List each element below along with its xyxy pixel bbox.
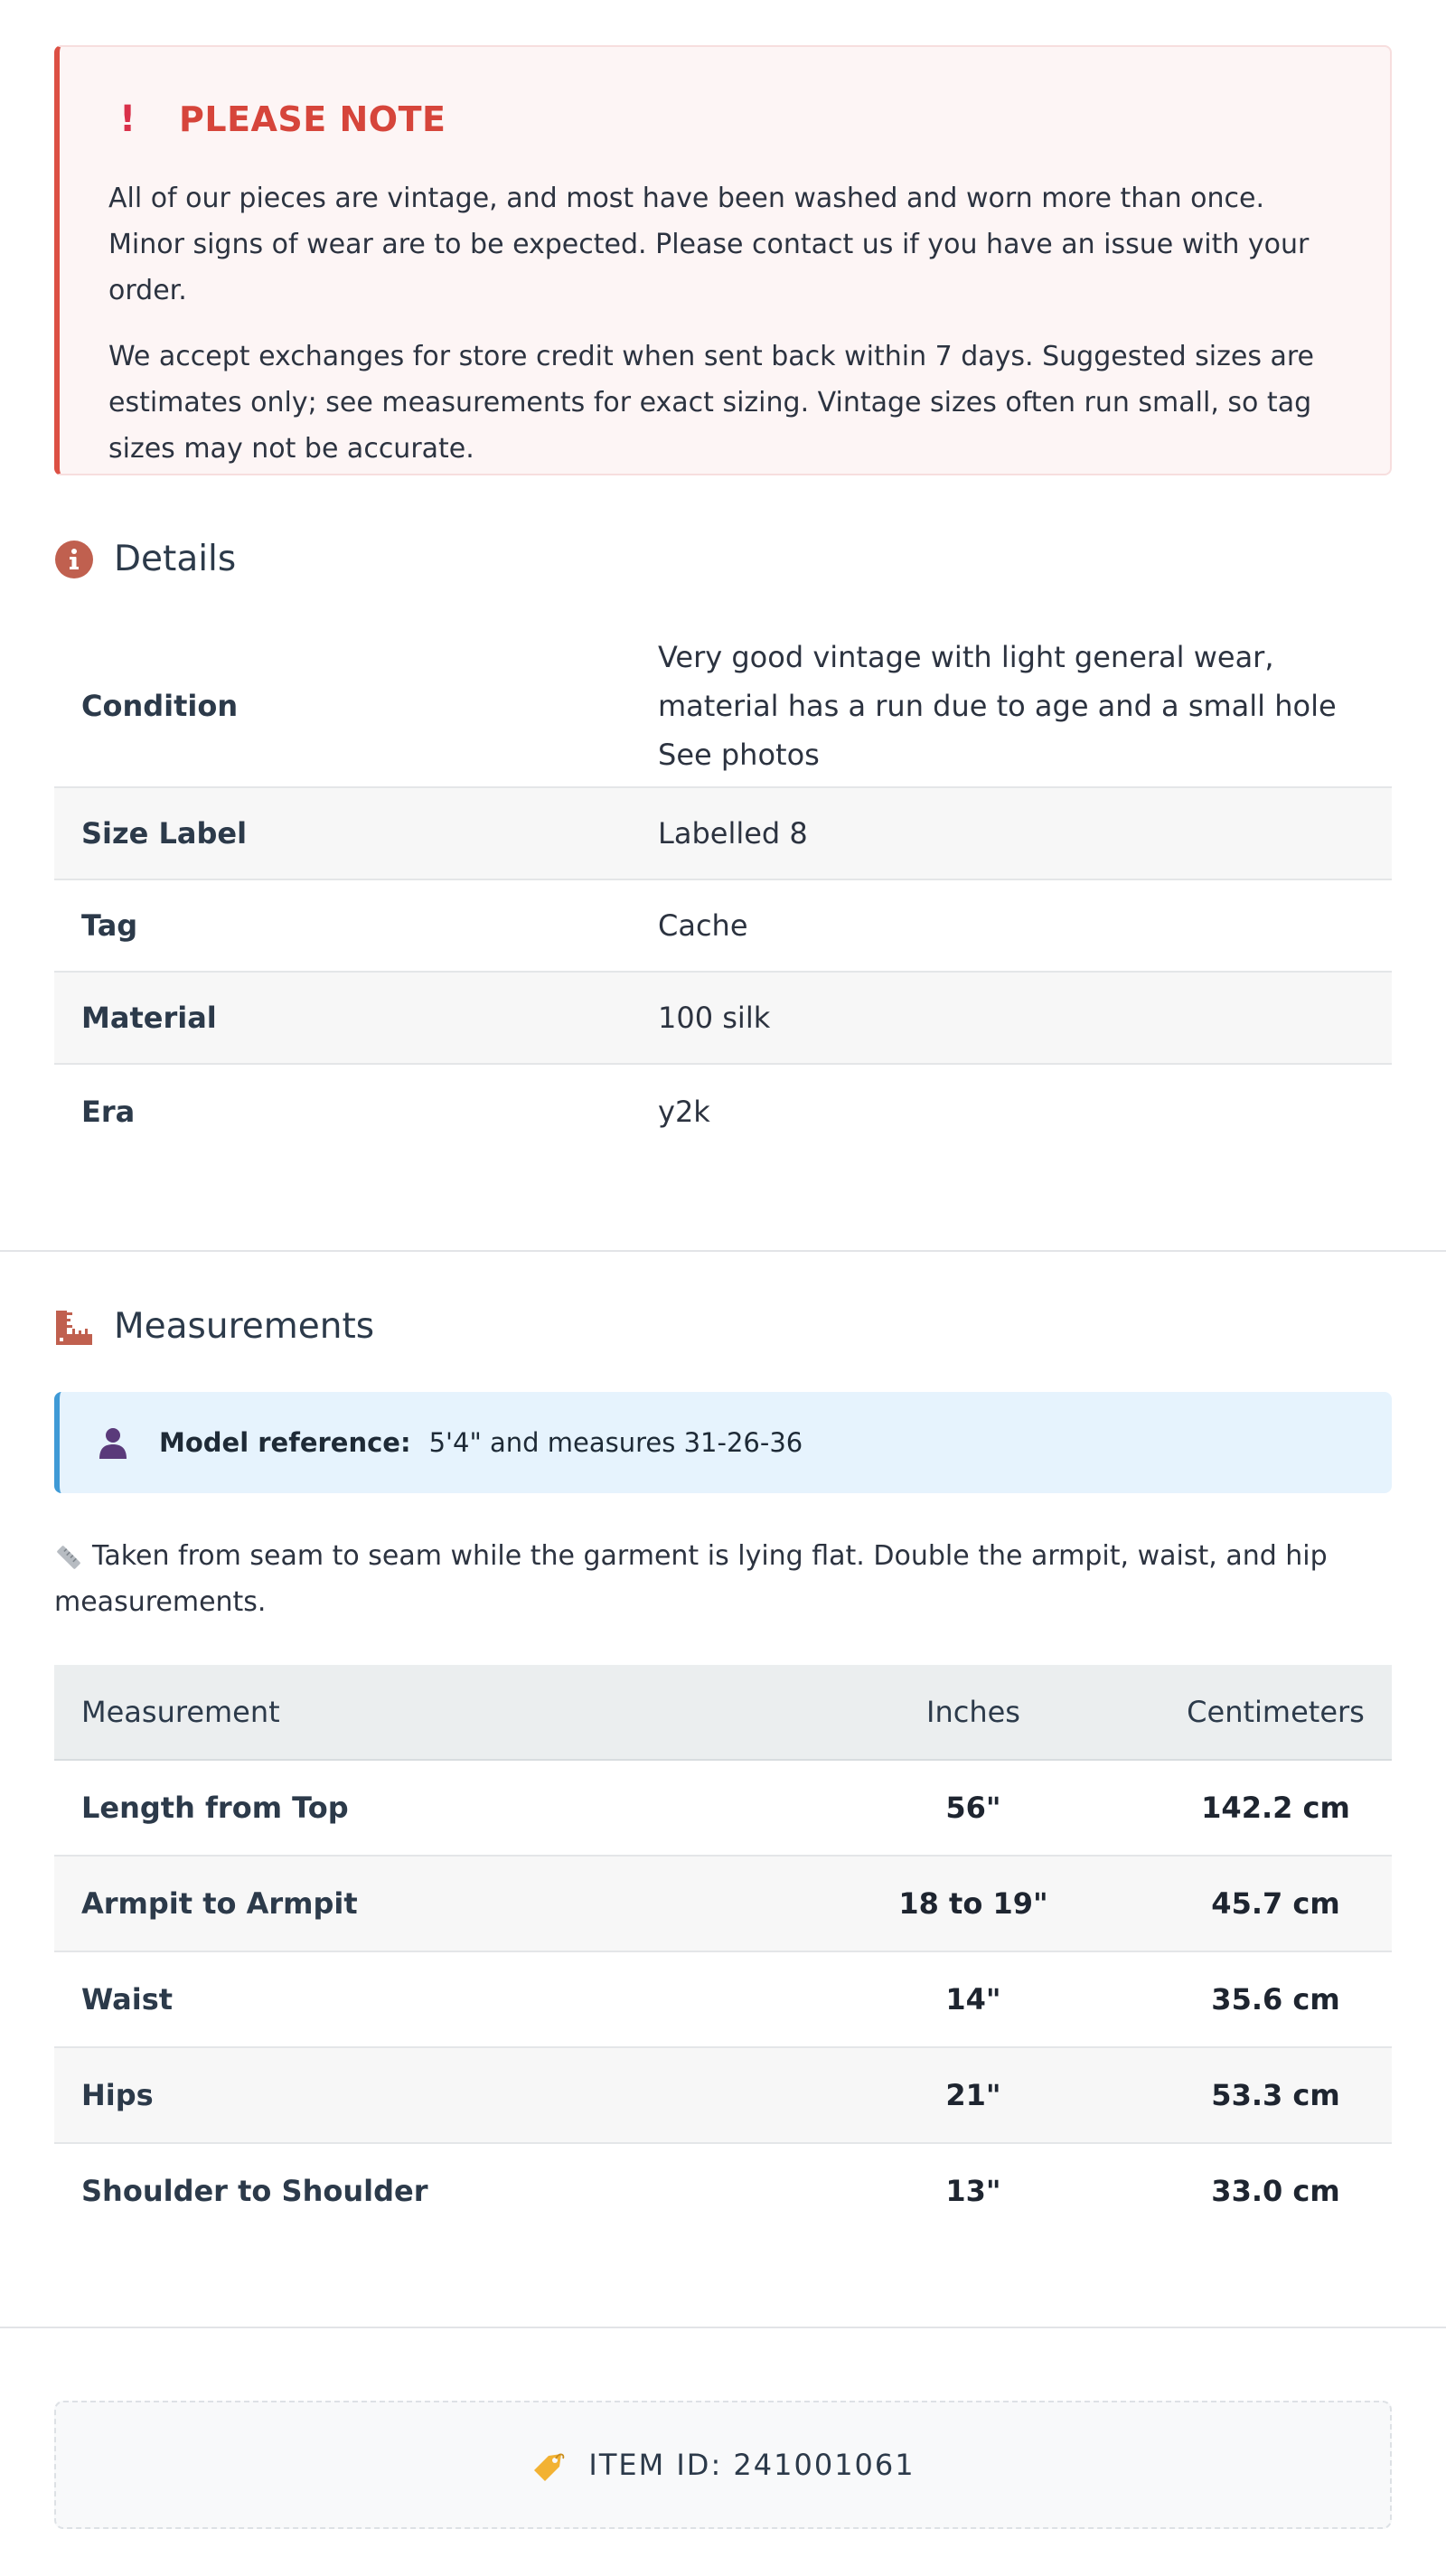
measurement-name: Shoulder to Shoulder xyxy=(81,2174,428,2208)
measurement-cm: 53.3 cm xyxy=(1160,2047,1392,2143)
details-label: Condition xyxy=(81,688,239,723)
details-value: 100 silk xyxy=(658,1001,771,1035)
details-label: Era xyxy=(81,1094,136,1129)
measurement-inches: 18 to 19" xyxy=(787,1856,1160,1951)
notice-header xyxy=(108,99,1341,139)
measurement-name: Length from Top xyxy=(54,1760,787,1856)
item-id-label: ITEM ID: 241001061 xyxy=(588,2448,915,2482)
measurement-inches: 14" xyxy=(787,1951,1160,2047)
details-label: Material xyxy=(81,1001,217,1035)
column-header: Centimeters xyxy=(1160,1665,1392,1760)
details-value: y2k xyxy=(658,1094,710,1129)
details-value: Cache xyxy=(658,908,748,943)
ruler-icon xyxy=(54,1307,94,1347)
details-row xyxy=(54,625,1392,787)
details-row xyxy=(54,972,1392,1064)
measurements-table xyxy=(54,1665,1392,2238)
table-row xyxy=(54,1856,1392,1951)
notice-paragraph: All of our pieces are vintage, and most have been washed and worn more than once. Minor signs of wear are to be expected. Please contact us if you have an issue with your order. xyxy=(108,183,1310,306)
model-reference-value: 5'4" and measures 31-26-36 xyxy=(428,1427,803,1458)
measurement-cm: 142.2 cm xyxy=(1160,1760,1392,1856)
column-header: Measurement xyxy=(54,1665,787,1760)
straight-ruler-icon xyxy=(54,1543,83,1572)
measurement-cm: 45.7 cm xyxy=(1160,1856,1392,1951)
details-value: Very good vintage with light general wear, material has a run due to age and a small hole See photos xyxy=(658,639,1337,772)
table-header-row xyxy=(54,1665,1392,1760)
section-divider xyxy=(0,2327,1446,2328)
tag-icon xyxy=(531,2447,567,2483)
details-row xyxy=(54,1064,1392,1158)
table-row xyxy=(54,2047,1392,2143)
measurement-inches: 56" xyxy=(787,1760,1160,1856)
details-label: Tag xyxy=(81,908,138,943)
notice-title: PLEASE NOTE xyxy=(179,99,446,139)
details-header xyxy=(54,539,1392,579)
measurement-inches: 13" xyxy=(945,2174,1001,2208)
model-reference xyxy=(54,1392,1392,1493)
measurement-inches: 21" xyxy=(787,2047,1160,2143)
table-row xyxy=(54,2143,1392,2238)
details-value: Labelled 8 xyxy=(658,816,808,851)
measurement-name: Armpit to Armpit xyxy=(54,1856,787,1951)
details-table xyxy=(54,625,1392,1158)
table-row xyxy=(54,1760,1392,1856)
item-id-box xyxy=(54,2401,1392,2529)
details-row xyxy=(54,879,1392,972)
measurement-name: Waist xyxy=(54,1951,787,2047)
details-row xyxy=(54,787,1392,879)
measurements-title: Measurements xyxy=(114,1306,375,1347)
exclamation-icon: ! xyxy=(119,99,136,140)
measurement-note-text: Taken from seam to seam while the garment is lying flat. Double the armpit, waist, and hip measurements. xyxy=(54,1540,1328,1618)
measurement-cm: 35.6 cm xyxy=(1160,1951,1392,2047)
measurement-note xyxy=(54,1533,1392,1625)
info-icon xyxy=(54,540,94,579)
measurement-cm: 33.0 cm xyxy=(1211,2174,1340,2208)
measurement-name: Hips xyxy=(54,2047,787,2143)
measurements-header xyxy=(54,1306,1392,1347)
notice-paragraph: We accept exchanges for store credit when sent back within 7 days. Suggested sizes are estimates only; see measurements for exact sizing. Vintage sizes often run small, so tag sizes may not be accurate. xyxy=(108,341,1315,465)
column-header: Inches xyxy=(787,1665,1160,1760)
person-icon xyxy=(96,1425,130,1460)
details-label: Size Label xyxy=(81,816,248,851)
model-reference-label: Model reference: xyxy=(159,1427,411,1458)
table-row xyxy=(54,1951,1392,2047)
details-title: Details xyxy=(114,539,237,579)
notice-box xyxy=(54,45,1392,475)
section-divider xyxy=(0,1250,1446,1252)
